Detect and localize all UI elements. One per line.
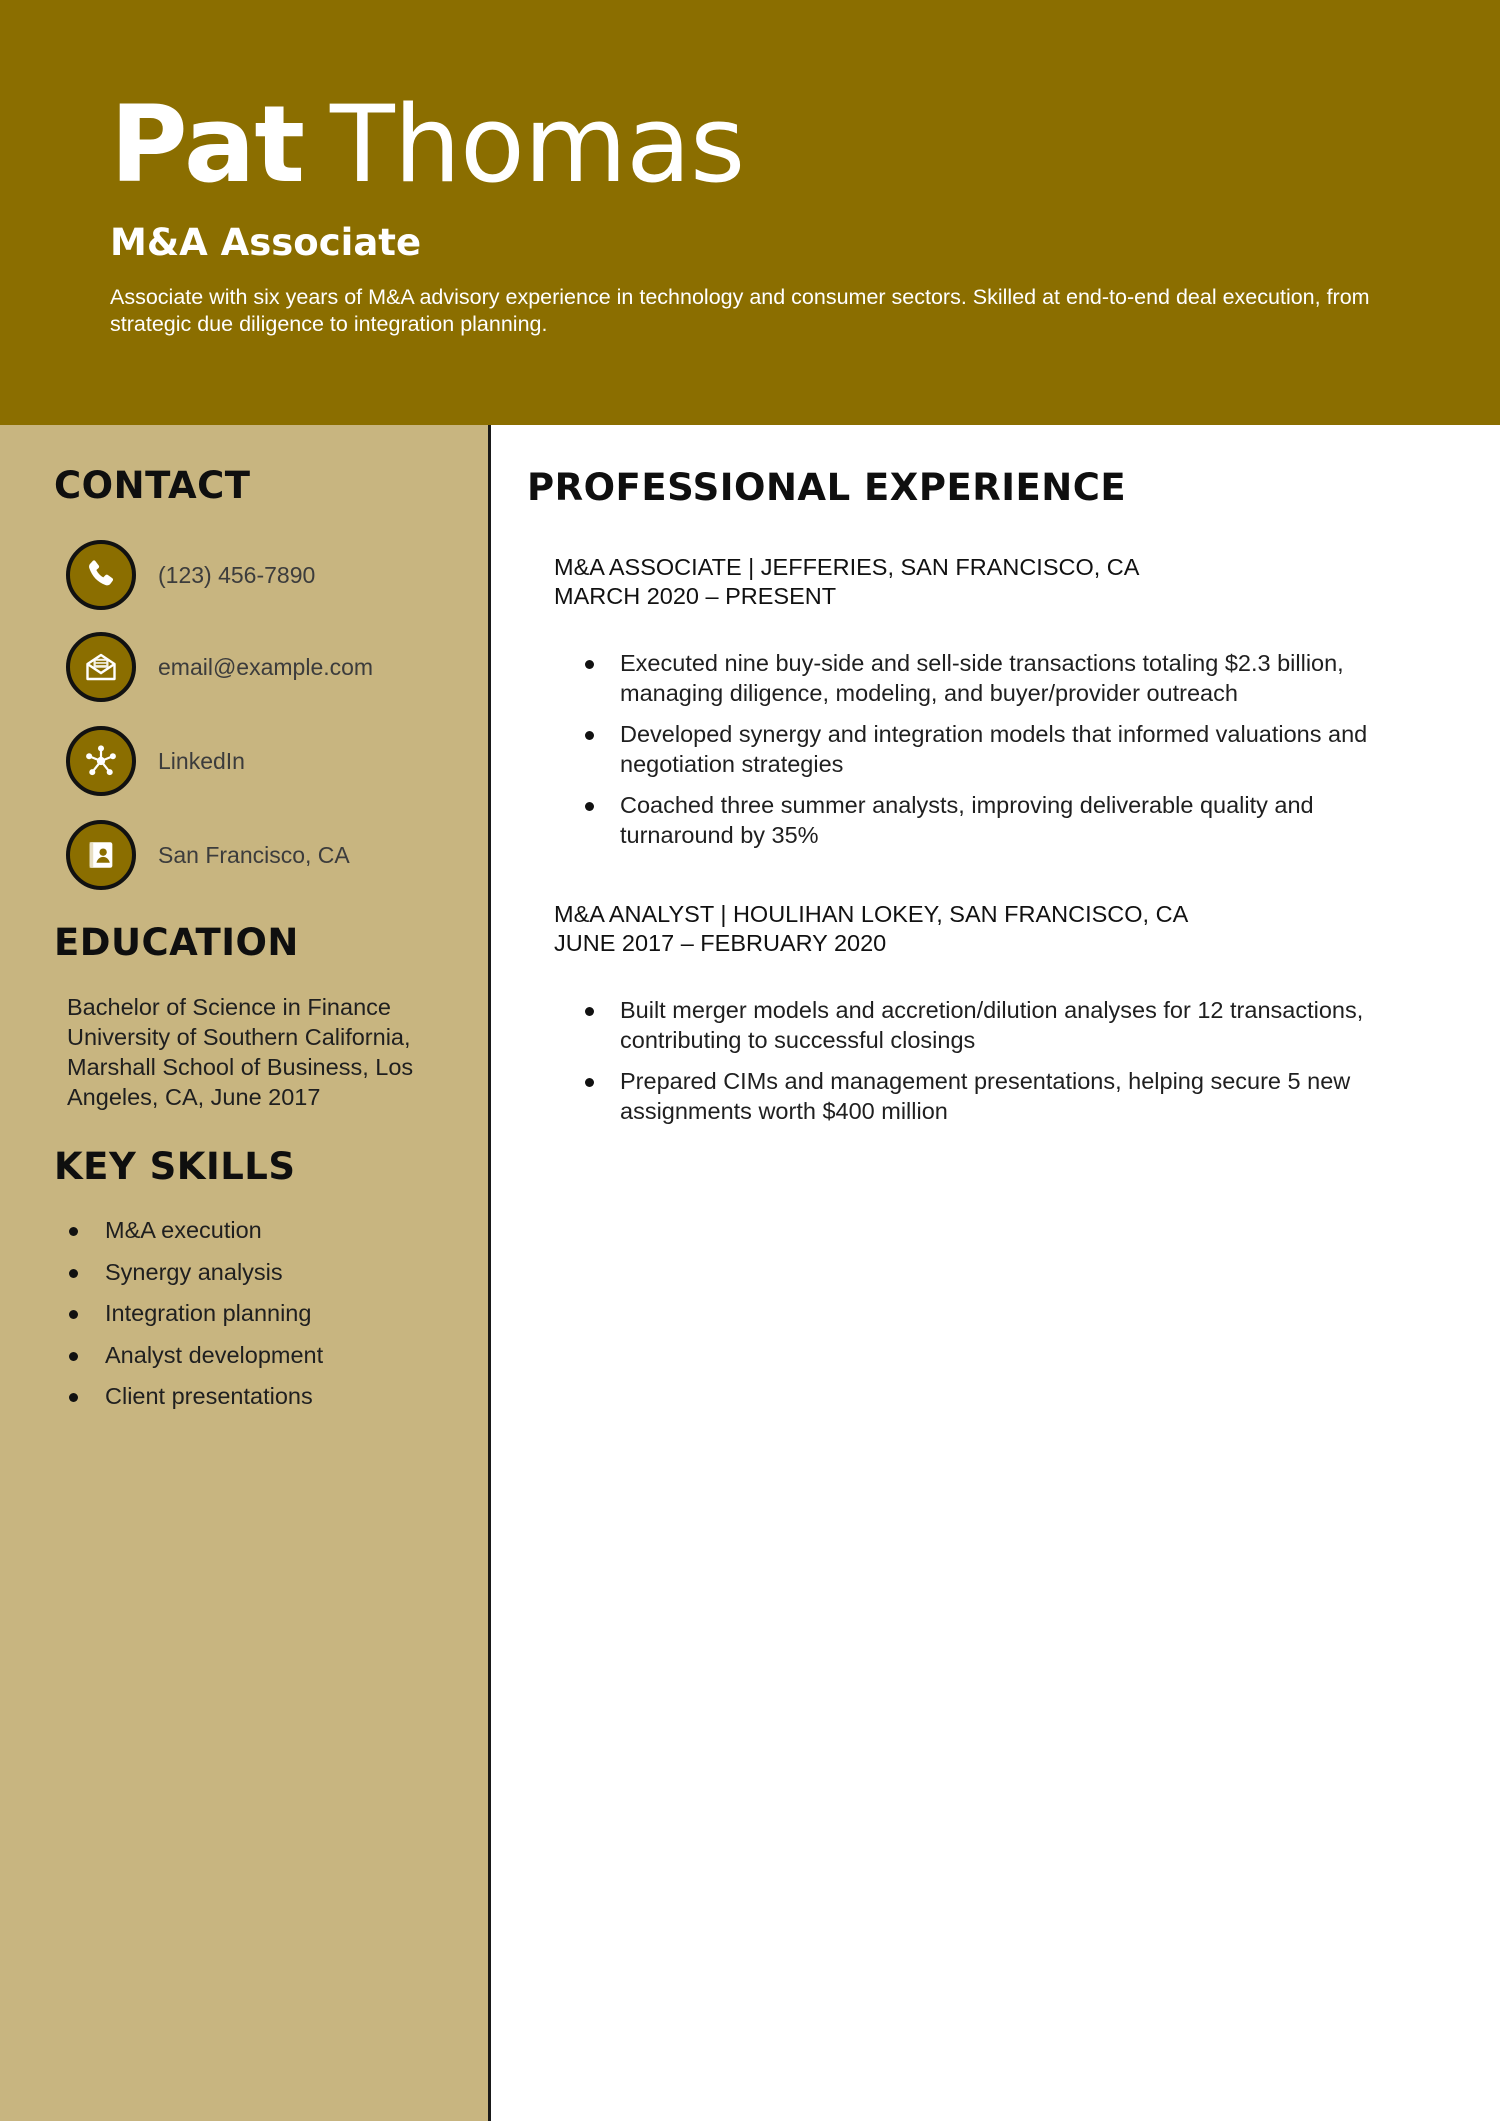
location-text: San Francisco, CA xyxy=(158,841,350,868)
phone-icon xyxy=(66,540,136,610)
address-book-icon xyxy=(66,820,136,890)
skill-item: Analyst development xyxy=(67,1335,323,1377)
education-line: Marshall School of Business, Los xyxy=(67,1054,414,1080)
job-title-line: M&A ASSOCIATE | JEFFERIES, SAN FRANCISCO, CA xyxy=(554,554,1140,580)
experience-heading: PROFESSIONAL EXPERIENCE xyxy=(527,466,1127,509)
job-title-line: M&A ANALYST | HOULIHAN LOKEY, SAN FRANCISCO, CA xyxy=(554,901,1189,927)
job-bullet: Prepared CIMs and management presentations, helping secure 5 new assignments worth $400 million xyxy=(554,1067,1414,1126)
network-icon xyxy=(66,726,136,796)
education-line: Angeles, CA, June 2017 xyxy=(67,1084,321,1110)
job-bullets xyxy=(554,649,1414,850)
skill-item: Client presentations xyxy=(67,1376,323,1418)
contact-phone xyxy=(66,540,315,610)
job-bullets xyxy=(554,996,1414,1126)
job-bullet: Coached three summer analysts, improving deliverable quality and turnaround by 35% xyxy=(554,791,1414,850)
job-date-line: MARCH 2020 – PRESENT xyxy=(554,583,837,609)
skill-item: Synergy analysis xyxy=(67,1252,323,1294)
contact-linkedin xyxy=(66,726,245,796)
job-date-line: JUNE 2017 – FEBRUARY 2020 xyxy=(554,930,887,956)
job-bullet: Executed nine buy-side and sell-side transactions totaling $2.3 billion, managing diligence, modeling, and buyer/provider outreach xyxy=(554,649,1414,708)
contact-location xyxy=(66,820,350,890)
job-entry xyxy=(554,900,1414,1138)
education-entry xyxy=(67,992,467,1112)
contact-heading: CONTACT xyxy=(54,464,251,507)
education-line: Bachelor of Science in Finance xyxy=(67,994,391,1020)
skills-heading: KEY SKILLS xyxy=(54,1145,296,1188)
job-bullet: Built merger models and accretion/dilution analyses for 12 transactions, contributing to successful closings xyxy=(554,996,1414,1055)
professional-summary: Associate with six years of M&A advisory experience in technology and consumer sectors. Skilled at end-to-end deal execution, from strategic due diligence to integration planning. xyxy=(110,285,1370,336)
candidate-name xyxy=(110,85,744,205)
contact-email xyxy=(66,632,373,702)
last-name: Thomas xyxy=(330,83,745,206)
education-line: University of Southern California, xyxy=(67,1024,411,1050)
envelope-icon xyxy=(66,632,136,702)
skill-item: Integration planning xyxy=(67,1293,323,1335)
phone-text[interactable]: (123) 456-7890 xyxy=(158,561,316,588)
skills-list xyxy=(67,1210,323,1418)
job-bullet: Developed synergy and integration models that informed valuations and negotiation strategies xyxy=(554,720,1414,779)
job-entry xyxy=(554,553,1414,862)
header-band xyxy=(0,0,1500,425)
job-title: M&A Associate xyxy=(110,221,422,264)
education-heading: EDUCATION xyxy=(54,921,299,964)
email-text[interactable]: email@example.com xyxy=(158,653,374,680)
first-name: Pat xyxy=(110,83,305,206)
skill-item: M&A execution xyxy=(67,1210,323,1252)
linkedin-text[interactable]: LinkedIn xyxy=(158,747,245,774)
